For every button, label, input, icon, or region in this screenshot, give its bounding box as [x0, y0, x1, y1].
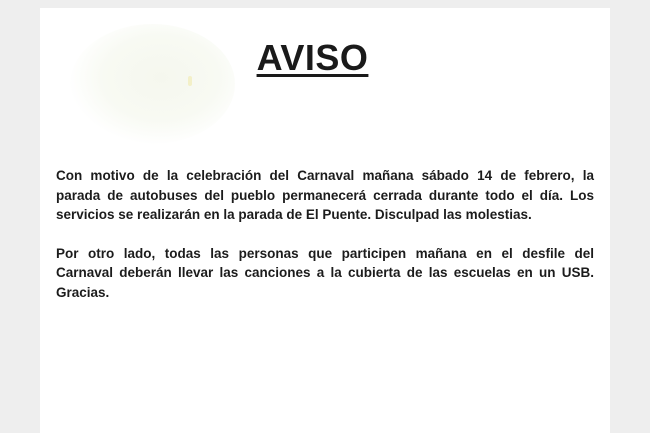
paragraph-2-line-2: Carnaval deberán llevar las canciones a la cubierta de las escuelas en un USB.	[56, 265, 594, 281]
paragraph-2-line-1: Por otro lado, todas las personas que participen mañana en el desfile del	[56, 245, 594, 261]
paragraph-1-line-3: servicios se realizarán en la parada de El Puente. Disculpad las molestias.	[56, 207, 532, 223]
paragraph-1-line-2: parada de autobuses del pueblo permanecerá cerrada durante todo el día. Los	[56, 187, 594, 203]
paragraph-2-line-3: Gracias.	[56, 284, 110, 300]
paragraph-parade-songs	[56, 244, 594, 303]
notice-title: AVISO	[256, 37, 369, 78]
notice-body	[56, 166, 594, 322]
paragraph-1-line-1: Con motivo de la celebración del Carnaval mañana sábado 14 de febrero, la	[56, 168, 594, 183]
paragraph-bus-stop-closure	[56, 166, 594, 225]
notice-page	[40, 8, 610, 433]
